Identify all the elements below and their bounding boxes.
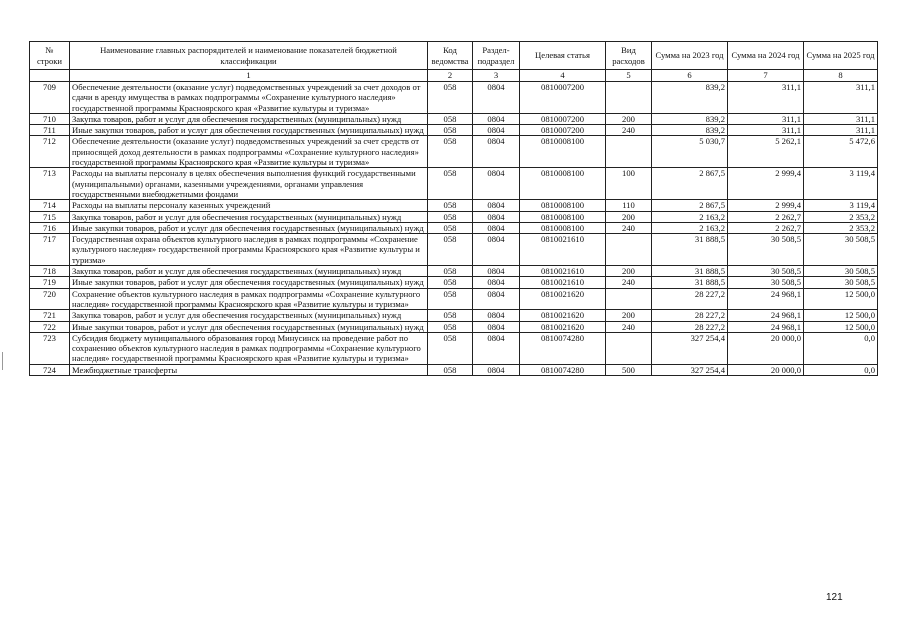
section-cell: 0804 [473,266,520,277]
expense-type-cell: 110 [606,200,652,211]
item-name-cell: Расходы на выплаты персоналу в целях обеспечения выполнения функций государственными (муниципальными) органами, казенными учреждениями, органами управления государственными внебюджетными фондами [70,168,428,200]
item-name-cell: Закупка товаров, работ и услуг для обеспечения государственных (муниципальных) нужд [70,310,428,321]
sum-2025-cell: 0,0 [804,332,878,364]
expense-type-cell [606,136,652,168]
item-name-cell: Иные закупки товаров, работ и услуг для обеспечения государственных (муниципальных) нужд [70,125,428,136]
expense-type-cell [606,82,652,114]
dept-code-cell: 058 [428,321,473,332]
table-row [30,113,878,124]
section-cell: 0804 [473,222,520,233]
dept-code-cell: 058 [428,222,473,233]
row-number-cell: 719 [30,277,70,288]
sum-2023-cell: 28 227,2 [652,288,728,310]
target-article-cell: 0810007200 [520,82,606,114]
target-article-cell: 0810008100 [520,222,606,233]
expense-type-cell: 200 [606,211,652,222]
item-name-cell: Субсидия бюджету муниципального образования город Минусинск на проведение работ по сохранению объектов культурного наследия в рамках подпрограммы «Сохранение культурного наследия» государственной программы Красноярского края «Развитие культуры и туризма» [70,332,428,364]
header-row-number: № строки [30,42,70,70]
section-cell: 0804 [473,310,520,321]
sum-2023-cell: 839,2 [652,125,728,136]
target-article-cell: 0810008100 [520,136,606,168]
table-row [30,332,878,364]
item-name-cell: Обеспечение деятельности (оказание услуг) подведомственных учреждений за счет средств от приносящей доход деятельности в рамках подпрограммы «Сохранение культурного наследия» государственной программы Красноярского края «Развитие культуры и туризма» [70,136,428,168]
dept-code-cell: 058 [428,234,473,266]
dept-code-cell: 058 [428,211,473,222]
section-cell: 0804 [473,168,520,200]
expense-type-cell: 240 [606,125,652,136]
target-article-cell: 0810021610 [520,266,606,277]
section-cell: 0804 [473,211,520,222]
expense-type-cell [606,234,652,266]
sum-2025-cell: 12 500,0 [804,321,878,332]
target-article-cell: 0810008100 [520,168,606,200]
item-name-cell: Обеспечение деятельности (оказание услуг) подведомственных учреждений за счет доходов от сдачи в аренду имущества в рамках подпрограммы «Сохранение культурного наследия» государственной программы Красноярского края «Развитие культуры и туризма» [70,82,428,114]
column-number: 5 [606,70,652,82]
header-dept-code: Код ведомства [428,42,473,70]
sum-2025-cell: 2 353,2 [804,222,878,233]
expense-type-cell: 200 [606,310,652,321]
row-number-cell: 715 [30,211,70,222]
sum-2023-cell: 327 254,4 [652,364,728,375]
table-row [30,277,878,288]
sum-2025-cell: 12 500,0 [804,310,878,321]
sum-2024-cell: 311,1 [728,113,804,124]
section-cell: 0804 [473,200,520,211]
header-sum-2023: Сумма на 2023 год [652,42,728,70]
expense-type-cell: 240 [606,277,652,288]
sum-2025-cell: 0,0 [804,364,878,375]
sum-2024-cell: 30 508,5 [728,266,804,277]
sum-2023-cell: 839,2 [652,82,728,114]
row-number-cell: 709 [30,82,70,114]
item-name-cell: Иные закупки товаров, работ и услуг для обеспечения государственных (муниципальных) нужд [70,321,428,332]
header-expense-type: Вид расходов [606,42,652,70]
dept-code-cell: 058 [428,332,473,364]
target-article-cell: 0810021620 [520,321,606,332]
row-number-cell: 716 [30,222,70,233]
item-name-cell: Государственная охрана объектов культурного наследия в рамках подпрограммы «Сохранение культурного наследия» государственной программы Красноярского края «Развитие культуры и туризма» [70,234,428,266]
dept-code-cell: 058 [428,168,473,200]
sum-2024-cell: 2 262,7 [728,211,804,222]
column-number [30,70,70,82]
sum-2024-cell: 2 999,4 [728,168,804,200]
sum-2025-cell: 311,1 [804,82,878,114]
sum-2023-cell: 327 254,4 [652,332,728,364]
table-row [30,234,878,266]
sum-2024-cell: 2 262,7 [728,222,804,233]
section-cell: 0804 [473,364,520,375]
row-number-cell: 721 [30,310,70,321]
sum-2024-cell: 2 999,4 [728,200,804,211]
sum-2023-cell: 31 888,5 [652,277,728,288]
target-article-cell: 0810021620 [520,310,606,321]
sum-2023-cell: 2 867,5 [652,200,728,211]
section-cell: 0804 [473,234,520,266]
target-article-cell: 0810008100 [520,200,606,211]
expense-type-cell: 240 [606,222,652,233]
header-target-article: Целевая статья [520,42,606,70]
item-name-cell: Сохранение объектов культурного наследия в рамках подпрограммы «Сохранение культурного наследия» государственной программы Красноярского края «Развитие культуры и туризма» [70,288,428,310]
row-number-cell: 712 [30,136,70,168]
table-row [30,125,878,136]
row-number-cell: 710 [30,113,70,124]
item-name-cell: Иные закупки товаров, работ и услуг для обеспечения государственных (муниципальных) нужд [70,222,428,233]
dept-code-cell: 058 [428,266,473,277]
expense-type-cell [606,332,652,364]
sum-2023-cell: 839,2 [652,113,728,124]
sum-2024-cell: 30 508,5 [728,234,804,266]
sum-2024-cell: 24 968,1 [728,310,804,321]
table-row [30,168,878,200]
sum-2025-cell: 30 508,5 [804,277,878,288]
target-article-cell: 0810021610 [520,234,606,266]
target-article-cell: 0810021610 [520,277,606,288]
header-name: Наименование главных распорядителей и наименование показателей бюджетной классификации [70,42,428,70]
sum-2025-cell: 30 508,5 [804,234,878,266]
sum-2025-cell: 2 353,2 [804,211,878,222]
table-row [30,200,878,211]
sum-2025-cell: 30 508,5 [804,266,878,277]
dept-code-cell: 058 [428,200,473,211]
section-cell: 0804 [473,136,520,168]
row-number-cell: 717 [30,234,70,266]
header-section: Раздел-подраздел [473,42,520,70]
sum-2024-cell: 24 968,1 [728,288,804,310]
dept-code-cell: 058 [428,125,473,136]
column-number: 7 [728,70,804,82]
dept-code-cell: 058 [428,136,473,168]
table-row [30,211,878,222]
section-cell: 0804 [473,321,520,332]
dept-code-cell: 058 [428,310,473,321]
column-number: 4 [520,70,606,82]
row-number-cell: 720 [30,288,70,310]
table-row [30,364,878,375]
row-number-cell: 718 [30,266,70,277]
header-row [30,42,878,70]
dept-code-cell: 058 [428,82,473,114]
table-row [30,136,878,168]
table-row [30,266,878,277]
sum-2023-cell: 28 227,2 [652,321,728,332]
sum-2023-cell: 2 163,2 [652,222,728,233]
column-number: 1 [70,70,428,82]
item-name-cell: Межбюджетные трансферты [70,364,428,375]
column-number: 2 [428,70,473,82]
expense-type-cell: 500 [606,364,652,375]
section-cell: 0804 [473,125,520,136]
column-number: 8 [804,70,878,82]
table-row [30,310,878,321]
target-article-cell: 0810074280 [520,364,606,375]
sum-2024-cell: 20 000,0 [728,364,804,375]
dept-code-cell: 058 [428,364,473,375]
sum-2023-cell: 2 867,5 [652,168,728,200]
budget-table [29,41,878,376]
row-number-cell: 713 [30,168,70,200]
dept-code-cell: 058 [428,113,473,124]
sum-2024-cell: 30 508,5 [728,277,804,288]
sum-2025-cell: 3 119,4 [804,200,878,211]
sum-2025-cell: 311,1 [804,125,878,136]
expense-type-cell: 100 [606,168,652,200]
column-number: 6 [652,70,728,82]
sum-2025-cell: 3 119,4 [804,168,878,200]
target-article-cell: 0810007200 [520,113,606,124]
scan-artifact [2,352,3,370]
column-number-row [30,70,878,82]
section-cell: 0804 [473,277,520,288]
target-article-cell: 0810021620 [520,288,606,310]
section-cell: 0804 [473,113,520,124]
item-name-cell: Расходы на выплаты персоналу казенных учреждений [70,200,428,211]
page-number: 121 [826,592,843,603]
row-number-cell: 724 [30,364,70,375]
sum-2024-cell: 5 262,1 [728,136,804,168]
column-number: 3 [473,70,520,82]
dept-code-cell: 058 [428,277,473,288]
sum-2025-cell: 311,1 [804,113,878,124]
sum-2025-cell: 12 500,0 [804,288,878,310]
sum-2024-cell: 311,1 [728,82,804,114]
header-sum-2025: Сумма на 2025 год [804,42,878,70]
sum-2024-cell: 24 968,1 [728,321,804,332]
item-name-cell: Закупка товаров, работ и услуг для обеспечения государственных (муниципальных) нужд [70,266,428,277]
sum-2023-cell: 5 030,7 [652,136,728,168]
sum-2023-cell: 31 888,5 [652,234,728,266]
sum-2024-cell: 20 000,0 [728,332,804,364]
section-cell: 0804 [473,332,520,364]
section-cell: 0804 [473,288,520,310]
row-number-cell: 722 [30,321,70,332]
sum-2025-cell: 5 472,6 [804,136,878,168]
target-article-cell: 0810074280 [520,332,606,364]
table-row [30,222,878,233]
item-name-cell: Закупка товаров, работ и услуг для обеспечения государственных (муниципальных) нужд [70,211,428,222]
sum-2023-cell: 28 227,2 [652,310,728,321]
target-article-cell: 0810007200 [520,125,606,136]
target-article-cell: 0810008100 [520,211,606,222]
dept-code-cell: 058 [428,288,473,310]
expense-type-cell: 200 [606,113,652,124]
table-row [30,288,878,310]
expense-type-cell: 240 [606,321,652,332]
table-row [30,321,878,332]
table-row [30,82,878,114]
item-name-cell: Иные закупки товаров, работ и услуг для обеспечения государственных (муниципальных) нужд [70,277,428,288]
header-sum-2024: Сумма на 2024 год [728,42,804,70]
row-number-cell: 723 [30,332,70,364]
sum-2024-cell: 311,1 [728,125,804,136]
sum-2023-cell: 2 163,2 [652,211,728,222]
sum-2023-cell: 31 888,5 [652,266,728,277]
item-name-cell: Закупка товаров, работ и услуг для обеспечения государственных (муниципальных) нужд [70,113,428,124]
row-number-cell: 714 [30,200,70,211]
row-number-cell: 711 [30,125,70,136]
expense-type-cell: 200 [606,266,652,277]
section-cell: 0804 [473,82,520,114]
expense-type-cell [606,288,652,310]
